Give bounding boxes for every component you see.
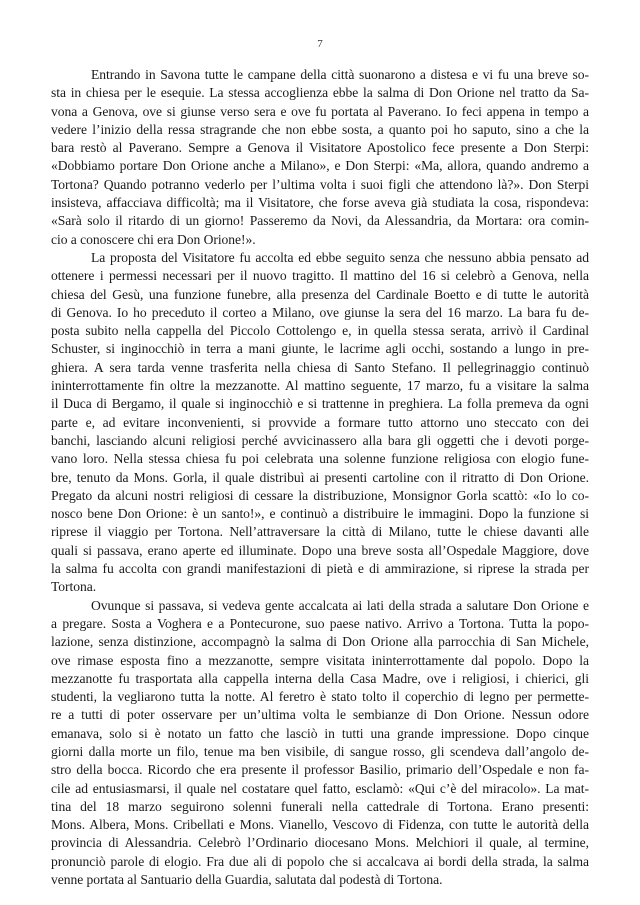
text-line: riprese il viaggio per Tortona. Nell’attraversare la città di Milano, tutte le chiese davanti alle [51, 524, 589, 540]
text-line: emanava, solo si è notato un fatto che lasciò in tutti una grande impressione. Dopo cinque [51, 725, 589, 741]
text-line: La proposta del Visitatore fu accolta ed ebbe seguito senza che nessuno abbia pensato ad [91, 249, 589, 265]
text-line: cio a conoscere chi era Don Orione!». [51, 231, 256, 247]
text-line: posta subito nella cappella del Piccolo Cottolengo e, in quella stessa serata, arrivò il Cardinal [51, 323, 589, 339]
paragraph-2 [51, 249, 589, 597]
text-line: giorni dalla morte un filo, tenue ma ben visibile, di sangue rosso, gli scendeva dall’angolo de- [51, 743, 589, 759]
text-line: la salma fu accolta con grandi manifestazioni di pietà e di ammirazione, si riprese la strada per [51, 561, 589, 577]
text-line: Entrando in Savona tutte le campane della città suonarono a distesa e vi fu una breve so- [91, 67, 589, 82]
text-line: di Genova. Io ho preceduto il corteo a Milano, ove giunse la sera del 16 marzo. La bara fu de- [51, 304, 589, 320]
text-line: lazione, senza distinzione, accompagnò la salma di Don Orione alla parrocchia di San Michele, [51, 634, 589, 650]
text-line: Tortona? Quando potranno vederlo per l’ultima volta i suoi figli che attendono là?». Don Sterpi [51, 176, 589, 192]
text-line: studenti, la vegliarono tutta la notte. Al feretro è stato tolto il coperchio di legno per permette- [51, 689, 589, 705]
text-line: parte e, ad evitare inconvenienti, si provvide a formare tutto attorno uno steccato con dei [51, 414, 589, 430]
text-line: «Dobbiamo portare Don Orione anche a Milano», e Don Sterpi: «Ma, allora, quando andremo a [51, 158, 589, 174]
text-line: a pregare. Sosta a Voghera e a Pontecurone, suo paese nativo. Arrivo a Tortona. Tutta la popo- [51, 615, 589, 631]
text-line: sta in chiesa per le esequie. La stessa accoglienza ebbe la salma di Don Orione nel tratto da Sa- [51, 85, 589, 101]
text-line: bre, tenuto da Mons. Gorla, il quale distribuì ai presenti cartoline con il ritratto di Don Orione. [51, 469, 589, 485]
text-line: ottenere i permessi necessari per il nuovo tragitto. Il mattino del 16 si celebrò a Genova, nella [51, 268, 589, 284]
text-line: insisteva, affacciava difficoltà; ma il Visitatore, che forse aveva già studiata la cosa, rispondeva: [51, 195, 589, 211]
text-line: banchi, lasciando alcuni religiosi perché avvicinassero alla bara gli oggetti che i devoti porge- [51, 432, 589, 448]
text-line: vano loro. Nella stessa chiesa fu poi celebrata una solenne funzione religiosa con elogio fune- [51, 451, 589, 467]
text-line: stro della bocca. Ricordo che era presente il professor Basilio, primario dell’Ospedale e non fa- [51, 762, 589, 778]
text-line: ove rimase esposta fino a mezzanotte, sempre visitata ininterrottamente dal popolo. Dopo la [51, 652, 589, 668]
text-line: il Duca di Bergamo, il quale si inginocchiò e si trattenne in preghiera. La folla premeva da ogni [51, 396, 589, 412]
text-line: quali si passava, erano aperte ed illuminate. Dopo una breve sosta all’Ospedale Maggiore, dove [51, 542, 589, 558]
text-line: ininterrottamente fin oltre la mezzanotte. Al mattino seguente, 17 marzo, fu a visitare la salma [51, 378, 589, 394]
text-line: Pregato da alcuni nostri religiosi di cessare la distribuzione, Monsignor Gorla scattò: «Io lo co- [51, 487, 589, 503]
text-line: mezzanotte fu trasportata alla cappella interna della Casa Madre, ove i religiosi, i chierici, gli [51, 670, 589, 686]
text-line: vedere l’inizio della ressa stragrande che non ebbe sosta, a quanto poi ho saputo, sino a che la [51, 121, 589, 137]
text-line: venne portata al Santuario della Guardia, salutata dal podestà di Tortona. [51, 872, 443, 888]
text-line: ghiera. A sera tarda venne trasferita nella chiesa di Santo Stefano. Il pellegrinaggio continuò [51, 359, 589, 375]
text-line: pronunciò parole di elogio. Fra due ali di popolo che si accalcava ai bordi della strada, la salma [51, 853, 589, 869]
text-line: Schuster, si inginocchiò in terra a mani giunte, le lacrime agli occhi, sostando a lungo in pre- [51, 341, 589, 357]
text-line: nosco bene Don Orione: è un santo!», e continuò a distribuire le immagini. Dopo la funzione si [51, 506, 589, 522]
text-line: provincia di Alessandria. Celebrò l’Ordinario diocesano Mons. Melchiori il quale, al termine, [51, 835, 589, 851]
body-text [51, 66, 589, 889]
text-line: cile ad entusiasmarsi, il quale nel costatare quel fatto, esclamò: «Qui c’è del miracolo». La mat- [51, 780, 589, 796]
paragraph-1 [51, 66, 589, 249]
text-line: bara restò al Paverano. Sempre a Genova il Visitatore Apostolico fece presente a Don Sterpi: [51, 140, 589, 156]
text-line: vona a Genova, ove si giunse verso sera e ove fu portata al Paverano. Io feci appena in tempo a [51, 103, 589, 119]
paragraph-3 [51, 597, 589, 890]
page-number: 7 [317, 38, 323, 50]
text-line: Mons. Albera, Mons. Cribellati e Mons. Vianello, Vescovo di Fidenza, con tutte le autorità della [51, 817, 589, 833]
text-line: «Sarà solo il ritardo di un giorno! Passeremo da Novi, da Alessandria, da Mortara: ora comin- [51, 213, 589, 229]
text-line: Ovunque si passava, si vedeva gente accalcata ai lati della strada a salutare Don Orione e [91, 597, 589, 613]
text-line: chiesa del Gesù, una funzione funebre, alla presenza del Cardinale Boetto e di tutte le autorità [51, 286, 589, 302]
text-line: Tortona. [51, 579, 97, 595]
text-line: re a tutti di poter osservare per un’ultima volta le sembianze di Don Orione. Nessun odore [51, 707, 589, 723]
text-line: tina del 18 marzo seguirono solenni funerali nella cattedrale di Tortona. Erano presenti: [51, 798, 589, 814]
